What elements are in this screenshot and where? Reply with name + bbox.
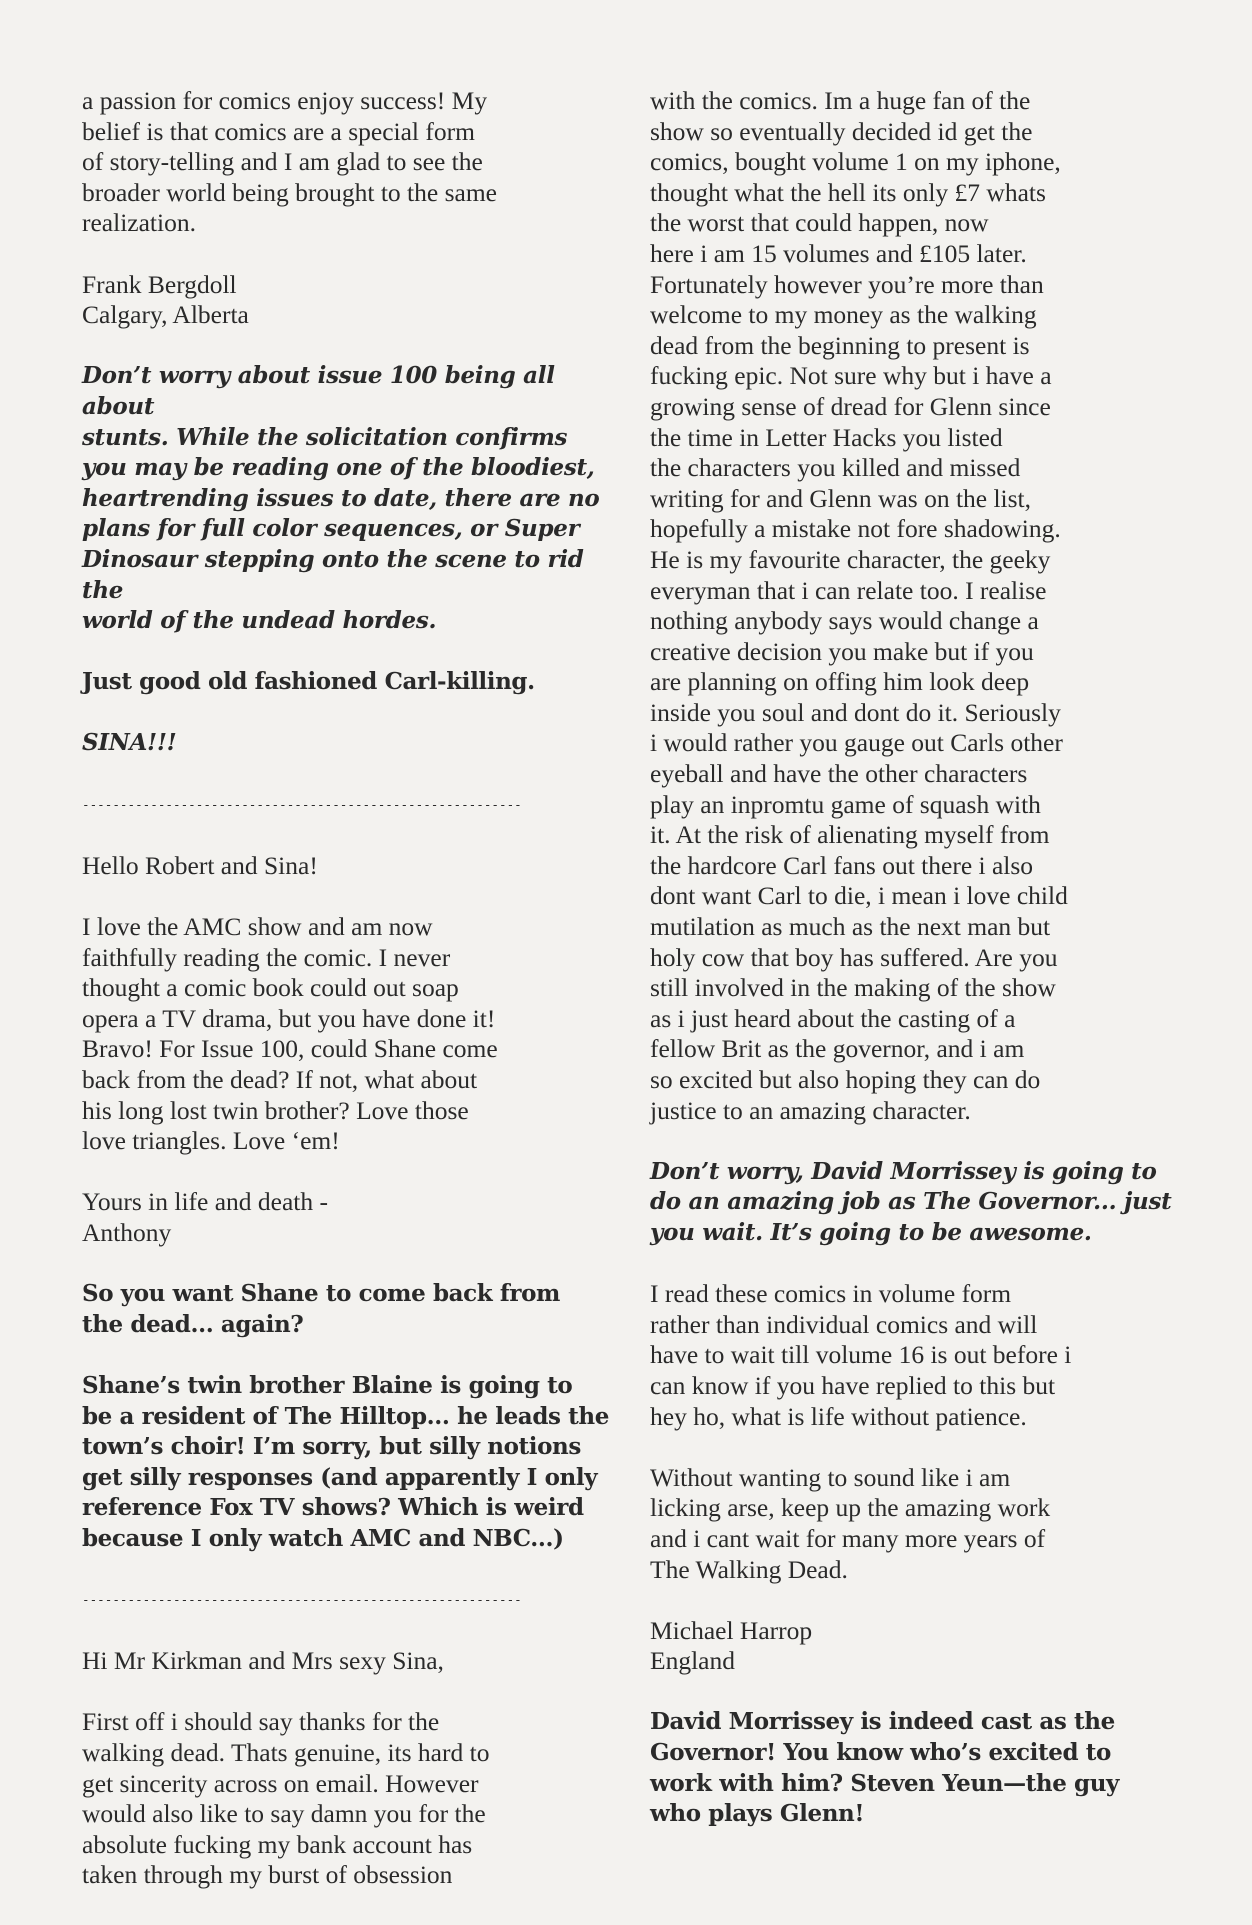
letter-paragraph: a passion for comics enjoy success! My belief is that comics are a special form of story-telling and I am glad to see the broader world being brought to the same realization.	[82, 86, 497, 238]
letter-divider: ----------------------------------------------------------	[82, 796, 522, 812]
editor-reply: Just good old fashioned Carl-killing.	[82, 668, 535, 696]
letter-paragraph: I love the AMC show and am now faithfully reading the comic. I never thought a comic book could out soap opera a TV drama, but you have done it! Bravo! For Issue 100, could Shane come back from the dead? If not, what about his long lost twin brother? Love those love triangles. Love ‘em!	[82, 912, 498, 1156]
letter-paragraph: I read these comics in volume form rather than individual comics and will have to wait till volume 16 is out before i can know if you have replied to this but hey ho, what is life without patience.	[650, 1279, 1072, 1431]
letter-signature: Frank Bergdoll Calgary, Alberta	[82, 269, 249, 330]
letter-greeting: Hello Robert and Sina!	[82, 850, 318, 880]
right-column	[650, 86, 1175, 1830]
left-column	[82, 86, 612, 1891]
editor-signoff: SINA!!!	[82, 729, 177, 757]
editor-reply: Don’t worry, David Morrissey is going to do an amazing job as The Governor... just you wait. It’s going to be awesome.	[650, 1157, 1172, 1246]
editor-reply: Shane’s twin brother Blaine is going to be a resident of The Hilltop... he leads the town’s choir! I’m sorry, but silly notions get silly responses (and apparently I only reference Fox TV shows? Which is weird because I only watch AMC and NBC...)	[82, 1371, 609, 1552]
letter-signature: Yours in life and death - Anthony	[82, 1187, 328, 1247]
editor-reply: Don’t worry about issue 100 being all about stunts. While the solicitation confirms you may be reading one of the bloodiest, heartrending issues to date, there are no plans for full color sequences, or Super Dinosaur stepping onto the scene to rid the world of the undead hordes.	[82, 362, 600, 635]
letter-divider: ----------------------------------------------------------	[82, 1592, 522, 1608]
letter-signature: Michael Harrop England	[650, 1615, 813, 1676]
editor-reply: David Morrissey is indeed cast as the Governor! You know who’s excited to work with him? Steven Yeun—the guy who plays Glenn!	[650, 1708, 1120, 1828]
letter-greeting: Hi Mr Kirkman and Mrs sexy Sina,	[82, 1646, 444, 1676]
letter-paragraph: First off i should say thanks for the walking dead. Thats genuine, its hard to get sincerity across on email. However would also like to say damn you for the absolute fucking my bank account has taken through my burst of obsession	[82, 1707, 490, 1890]
letter-paragraph: with the comics. Im a huge fan of the show so eventually decided id get the comics, bought volume 1 on my iphone, thought what the hell its only £7 whats the worst that could happen, now here i am 15 volumes and £105 later. Fortunately however you’re more than welcome to my money as the walking dead from the beginning to present is fucking epic. Not sure why but i have a growing sense of dread for Glenn since the time in Letter Hacks you listed the characters you killed and missed writing for and Glenn was on the list, hopefully a mistake not fore shadowing. He is my favourite character, the geeky everyman that i can relate too. I realise nothing anybody says would change a creative decision you make but if you are planning on offing him look deep inside you soul and dont do it. Seriously i would rather you gauge out Carls other eyeball and have the other characters play an inpromtu game of squash with it. At the risk of alienating myself from the hardcore Carl fans out there i also dont want Carl to die, i mean i love child mutilation as much as the next man but holy cow that boy has suffered. Are you still involved in the making of the show as i just heard about the casting of a fellow Brit as the governor, and i am so excited but also hoping they can do justice to an amazing character.	[650, 86, 1068, 1125]
editor-reply: So you want Shane to come back from the dead... again?	[82, 1280, 560, 1338]
letter-paragraph: Without wanting to sound like i am licking arse, keep up the amazing work and i cant wait for many more years of The Walking Dead.	[650, 1462, 1051, 1584]
